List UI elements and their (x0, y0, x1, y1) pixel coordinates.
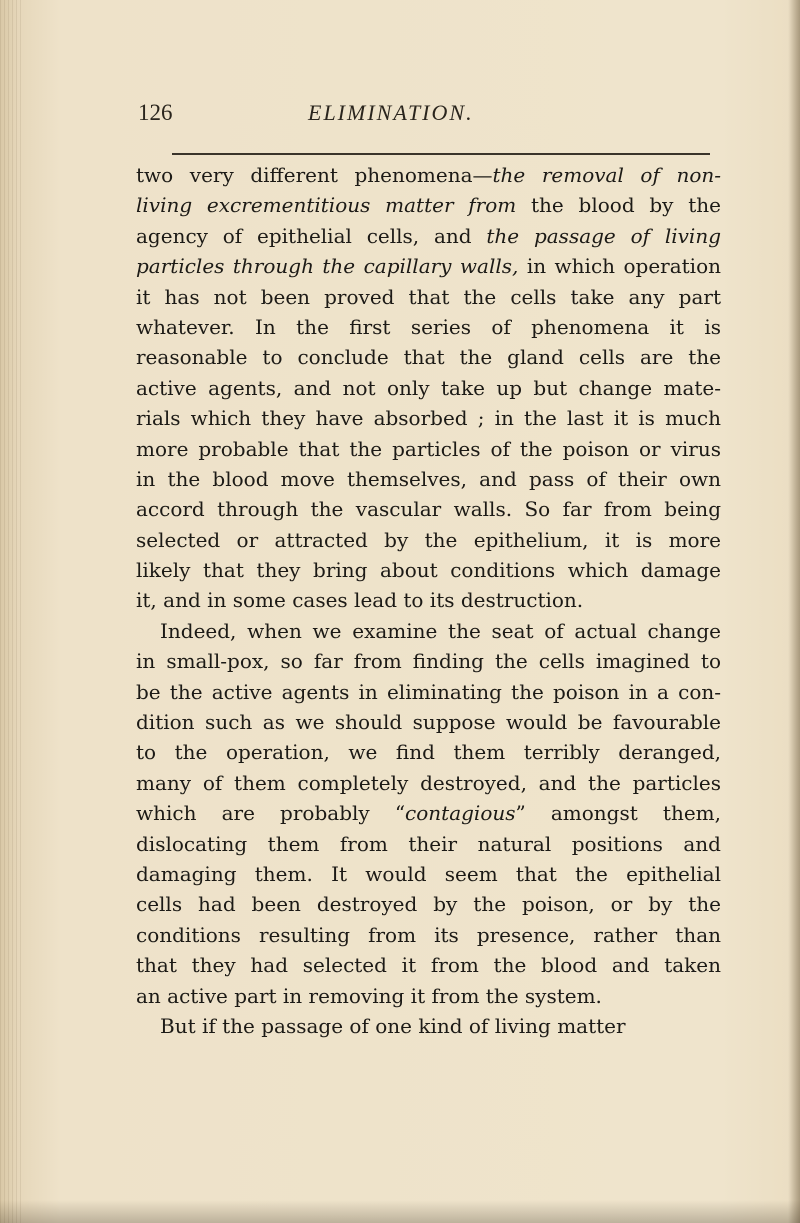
page-edge-shadow (788, 0, 800, 1223)
text-line (136, 1011, 721, 1041)
text-run: the blood by the (516, 193, 721, 218)
text-run: to the operation, we find them terribly deranged, (136, 740, 721, 765)
text-run: in the blood move themselves, and pass of their own (136, 466, 721, 491)
italic-text-run: living excrementitious matter from (136, 193, 517, 218)
text-run: that they had selected it from the blood and taken (136, 953, 721, 978)
italic-text-run: particles through the capillary walls, (136, 254, 519, 279)
binding-gutter (0, 0, 22, 1223)
text-line (136, 373, 721, 403)
text-run: rials which they have absorbed ; in the last it is much (136, 406, 721, 431)
text-line (136, 616, 721, 646)
text-run: be the active agents in eliminating the poison in a con- (136, 679, 721, 704)
text-line (136, 434, 721, 464)
text-line (136, 920, 721, 950)
text-run: reasonable to conclude that the gland cells are the (136, 345, 721, 370)
text-run: active agents, and not only take up but change mate- (136, 375, 721, 400)
header-rule (172, 153, 710, 155)
text-line (136, 464, 721, 494)
text-run: it, and in some cases lead to its destruction. (136, 588, 584, 613)
text-run: agency of epithelial cells, and (136, 223, 487, 248)
text-line (136, 646, 721, 676)
text-line (136, 737, 721, 767)
text-line (136, 707, 721, 737)
text-line (136, 251, 721, 281)
text-line (136, 889, 721, 919)
page-bottom-shadow (0, 1200, 800, 1223)
text-line (136, 282, 721, 312)
text-line (136, 555, 721, 585)
text-line (136, 525, 721, 555)
italic-text-run: the passage of living (486, 223, 721, 248)
text-run: selected or attracted by the epithelium, it is more (136, 527, 721, 552)
page-number: 126 (138, 100, 173, 125)
text-run: in which operation (518, 254, 721, 279)
text-run: many of them completely destroyed, and the particles (136, 770, 721, 795)
text-run: But if the passage of one kind of living matter (160, 1013, 626, 1038)
text-run: Indeed, when we examine the seat of actual change (160, 618, 721, 643)
text-line (136, 859, 721, 889)
text-run: likely that they bring about conditions which damage (136, 558, 721, 583)
text-run: in small-pox, so far from finding the cells imagined to (136, 649, 721, 674)
body-text (136, 160, 721, 1041)
text-line (136, 950, 721, 980)
text-run: ” amongst them, (515, 801, 721, 826)
text-line (136, 677, 721, 707)
text-line (136, 829, 721, 859)
italic-text-run: contagious (405, 801, 516, 826)
text-run: damaging them. It would seem that the epithelial (136, 861, 721, 886)
text-line (136, 160, 721, 190)
text-run: dislocating them from their natural positions and (136, 831, 721, 856)
text-line (136, 798, 721, 828)
text-line (136, 768, 721, 798)
text-run: whatever. In the first series of phenomena it is (136, 314, 721, 339)
text-line (136, 494, 721, 524)
text-line (136, 342, 721, 372)
text-run: cells had been destroyed by the poison, or by the (136, 892, 721, 917)
running-title: ELIMINATION. (308, 100, 474, 125)
page-header (138, 100, 718, 134)
text-line (136, 585, 721, 615)
text-line (136, 221, 721, 251)
text-run: dition such as we should suppose would be favourable (136, 710, 721, 735)
text-run: two very different phenomena— (136, 163, 493, 187)
text-run: an active part in removing it from the system. (136, 983, 602, 1008)
text-line (136, 190, 721, 220)
text-run: which are probably “ (136, 801, 406, 826)
text-run: it has not been proved that the cells take any part (136, 284, 721, 309)
text-run: more probable that the particles of the poison or virus (136, 436, 721, 461)
text-line (136, 312, 721, 342)
text-run: accord through the vascular walls. So far from being (136, 497, 721, 522)
text-line (136, 981, 721, 1011)
text-line (136, 403, 721, 433)
text-run: conditions resulting from its presence, rather than (136, 922, 721, 947)
italic-text-run: the removal of non- (492, 163, 721, 187)
